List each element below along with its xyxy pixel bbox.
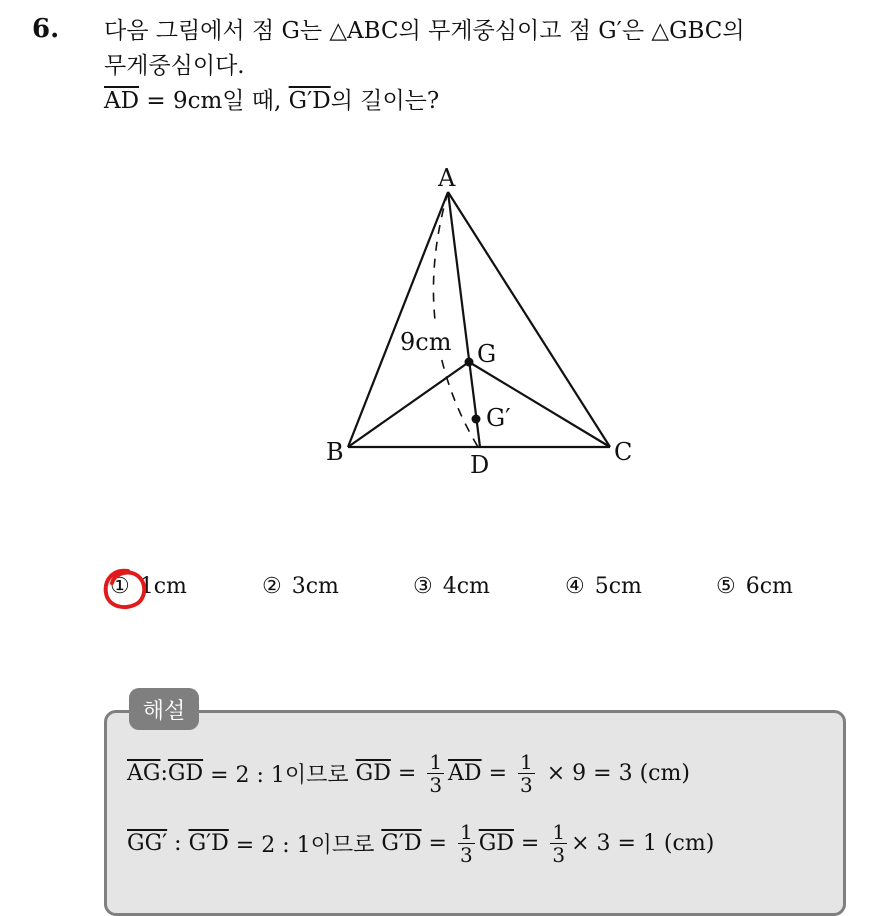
label-c: C: [614, 438, 633, 466]
question-text-part: 의 길이는?: [330, 88, 440, 114]
fraction-denominator: 3: [552, 843, 566, 867]
choice-text: 1cm: [139, 574, 187, 599]
point-g: [465, 358, 474, 367]
label-g: G: [477, 340, 497, 368]
fraction-one-third: [458, 821, 475, 866]
segment-gb: [348, 362, 469, 447]
edge-ab: [348, 192, 448, 447]
label-b: B: [326, 438, 344, 466]
solution-text: :: [167, 831, 189, 856]
solution-text: × 3 = 1 (cm): [571, 831, 715, 856]
segment-gd: $\overline{GD}$: [167, 761, 204, 786]
label-g-prime: G′: [486, 404, 511, 432]
solution-line-2: [127, 821, 714, 866]
solution-text: = 2 : 1이므로: [203, 763, 356, 788]
choice-marker: ①: [110, 574, 130, 599]
choice-marker: ④: [565, 574, 585, 599]
fraction-denominator: 3: [459, 843, 473, 867]
solution-text: × 9 = 3 (cm): [546, 761, 690, 786]
solution-tab: 해설: [129, 688, 199, 730]
solution-text: =: [421, 831, 454, 856]
choice-text: 4cm: [442, 574, 490, 599]
question-number: 6.: [32, 14, 60, 44]
fraction-numerator: 1: [429, 750, 443, 774]
segment-ad: $\overline{AD}$: [448, 761, 482, 786]
answer-circle-mark: [100, 565, 152, 615]
solution-text: :: [160, 761, 168, 786]
fraction-numerator: 1: [459, 820, 473, 844]
solution-box: [104, 710, 846, 916]
fraction-one-third: [427, 751, 444, 796]
segment-ggp: GG′: [127, 831, 168, 856]
choice-2[interactable]: [262, 574, 339, 599]
label-length: 9cm: [400, 328, 452, 356]
solution-text: =: [390, 761, 424, 786]
segment-gd: $\overline{GD}$: [478, 831, 514, 856]
fraction-numerator: 1: [552, 820, 566, 844]
segment-ad: $\overline{AD}$: [104, 88, 140, 114]
segment-gd: $\overline{GD}$: [355, 761, 391, 786]
choice-text: 3cm: [291, 574, 339, 599]
choice-text: 6cm: [745, 574, 793, 599]
fraction-numerator: 1: [520, 750, 533, 774]
solution-text: =: [481, 761, 514, 786]
median-ad: [448, 192, 480, 447]
edge-ac: [448, 192, 610, 447]
choice-5[interactable]: [716, 574, 793, 599]
choice-3[interactable]: [413, 574, 490, 599]
fraction-denominator: 3: [520, 773, 533, 797]
fraction-denominator: 3: [429, 773, 443, 797]
question-line-1: 다음 그림에서 점 G는 △ABC의 무게중심이고 점 G′은 △GBC의: [104, 18, 745, 44]
point-g-prime: [472, 415, 481, 424]
solution-text: = 2 : 1이므로: [228, 833, 382, 858]
segment-gpd: G′D: [188, 831, 229, 856]
choice-marker: ⑤: [716, 574, 736, 599]
segment-gpd: G′D: [288, 88, 331, 114]
label-d: D: [470, 451, 490, 479]
question-line-2: 무게중심이다.: [104, 53, 245, 79]
fraction-one-third: [550, 821, 567, 866]
choice-marker: ②: [262, 574, 282, 599]
label-a: A: [438, 164, 456, 192]
choice-4[interactable]: [565, 574, 642, 599]
question-text-part: = 9cm일 때,: [139, 88, 289, 114]
choice-text: 5cm: [594, 574, 642, 599]
segment-gpd: G′D: [381, 831, 422, 856]
solution-line-1: [127, 751, 690, 796]
segment-ag: $\overline{AG}$: [127, 761, 161, 786]
fraction-one-third: [518, 751, 535, 796]
solution-text: =: [513, 831, 547, 856]
choice-marker: ③: [413, 574, 433, 599]
